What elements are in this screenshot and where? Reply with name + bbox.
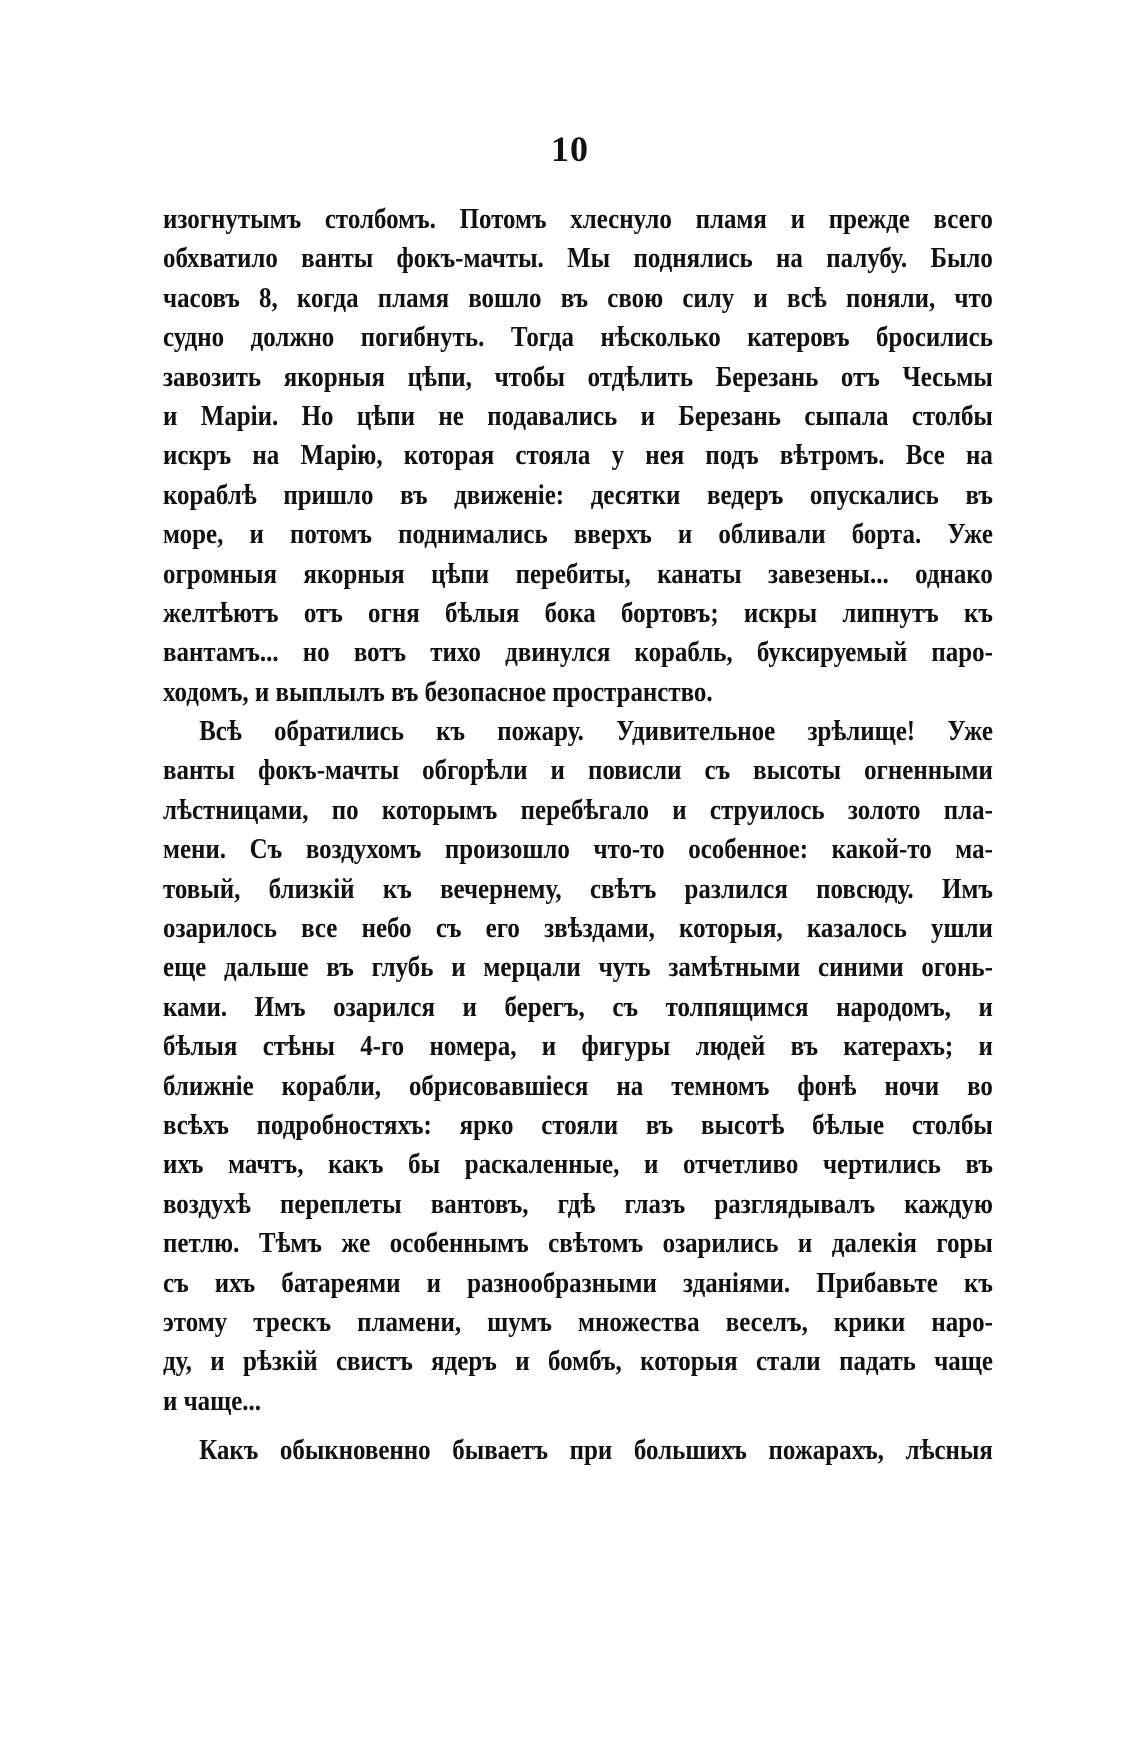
text-line: искръ на Марію, которая стояла у нея подъ вѣтромъ. Все на [163, 439, 993, 472]
text-line: желтѣютъ отъ огня бѣлыя бока бортовъ; искры липнутъ къ [163, 596, 993, 629]
paragraph-2 [163, 712, 993, 1421]
text-line: петлю. Тѣмъ же особеннымъ свѣтомъ озарились и далекія горы [163, 1227, 993, 1260]
text-line: ихъ мачтъ, какъ бы раскаленные, и отчетливо чертились въ [163, 1148, 993, 1181]
text-line: и чаще... [163, 1384, 261, 1417]
text-line: озарилось все небо съ его звѣздами, которыя, казалось ушли [163, 912, 993, 945]
text-line: ду, и рѣзкій свистъ ядеръ и бомбъ, которыя стали падать чаще [163, 1345, 993, 1378]
text-line: съ ихъ батареями и разнообразными зданіями. Прибавьте къ [163, 1266, 993, 1299]
text-line: ближніе корабли, обрисовавшіеся на темномъ фонѣ ночи во [163, 1069, 993, 1102]
text-line: Какъ обыкновенно бываетъ при большихъ пожарахъ, лѣсныя [199, 1434, 993, 1467]
text-line: ванты фокъ-мачты обгорѣли и повисли съ высоты огненными [163, 754, 993, 787]
text-line: этому трескъ пламени, шумъ множества веселъ, крики наро- [163, 1305, 993, 1338]
text-line: изогнутымъ столбомъ. Потомъ хлеснуло пламя и прежде всего [163, 203, 993, 235]
paragraph-spacer [163, 1421, 993, 1431]
text-line: товый, близкій къ вечернему, свѣтъ разлился повсюду. Имъ [163, 872, 993, 905]
text-line: огромныя якорныя цѣпи перебиты, канаты завезены... однако [163, 557, 993, 590]
text-line: всѣхъ подробностяхъ: ярко стояли въ высотѣ бѣлые столбы [163, 1108, 993, 1141]
paragraph-1 [163, 200, 993, 712]
text-line: вантамъ... но вотъ тихо двинулся корабль, буксируемый паро- [163, 636, 993, 669]
text-line: воздухѣ переплеты вантовъ, гдѣ глазъ разглядывалъ каждую [163, 1187, 993, 1220]
text-line: часовъ 8, когда пламя вошло въ свою силу и всѣ поняли, что [163, 281, 993, 314]
text-line: и Маріи. Но цѣпи не подавались и Березань сыпала столбы [163, 399, 993, 432]
text-line: обхватило ванты фокъ-мачты. Мы поднялись на палубу. Было [163, 242, 993, 275]
text-line: кораблѣ пришло въ движеніе: десятки ведеръ опускались въ [163, 478, 993, 511]
text-line: бѣлыя стѣны 4-го номера, и фигуры людей въ катерахъ; и [163, 1030, 993, 1063]
text-line: судно должно погибнуть. Тогда нѣсколько катеровъ бросились [163, 321, 993, 354]
body-text [163, 200, 993, 1471]
text-line: ками. Имъ озарился и берегъ, съ толпящимся народомъ, и [163, 990, 993, 1023]
text-line: море, и потомъ поднимались вверхъ и обливали борта. Уже [163, 518, 993, 551]
text-line: ходомъ, и выплылъ въ безопасное пространство. [163, 675, 713, 708]
text-line: еще дальше въ глубь и мерцали чуть замѣтными синими огонь- [163, 951, 993, 984]
paragraph-3 [163, 1431, 993, 1470]
text-line: Всѣ обратились къ пожару. Удивительное зрѣлище! Уже [199, 715, 993, 748]
text-line: мени. Съ воздухомъ произошло что-то особенное: какой-то ма- [163, 833, 993, 866]
page-number: 10 [551, 129, 589, 169]
text-line: завозить якорныя цѣпи, чтобы отдѣлить Березань отъ Чесьмы [163, 360, 993, 393]
text-line: лѣстницами, по которымъ перебѣгало и струилось золото пла- [163, 793, 993, 826]
